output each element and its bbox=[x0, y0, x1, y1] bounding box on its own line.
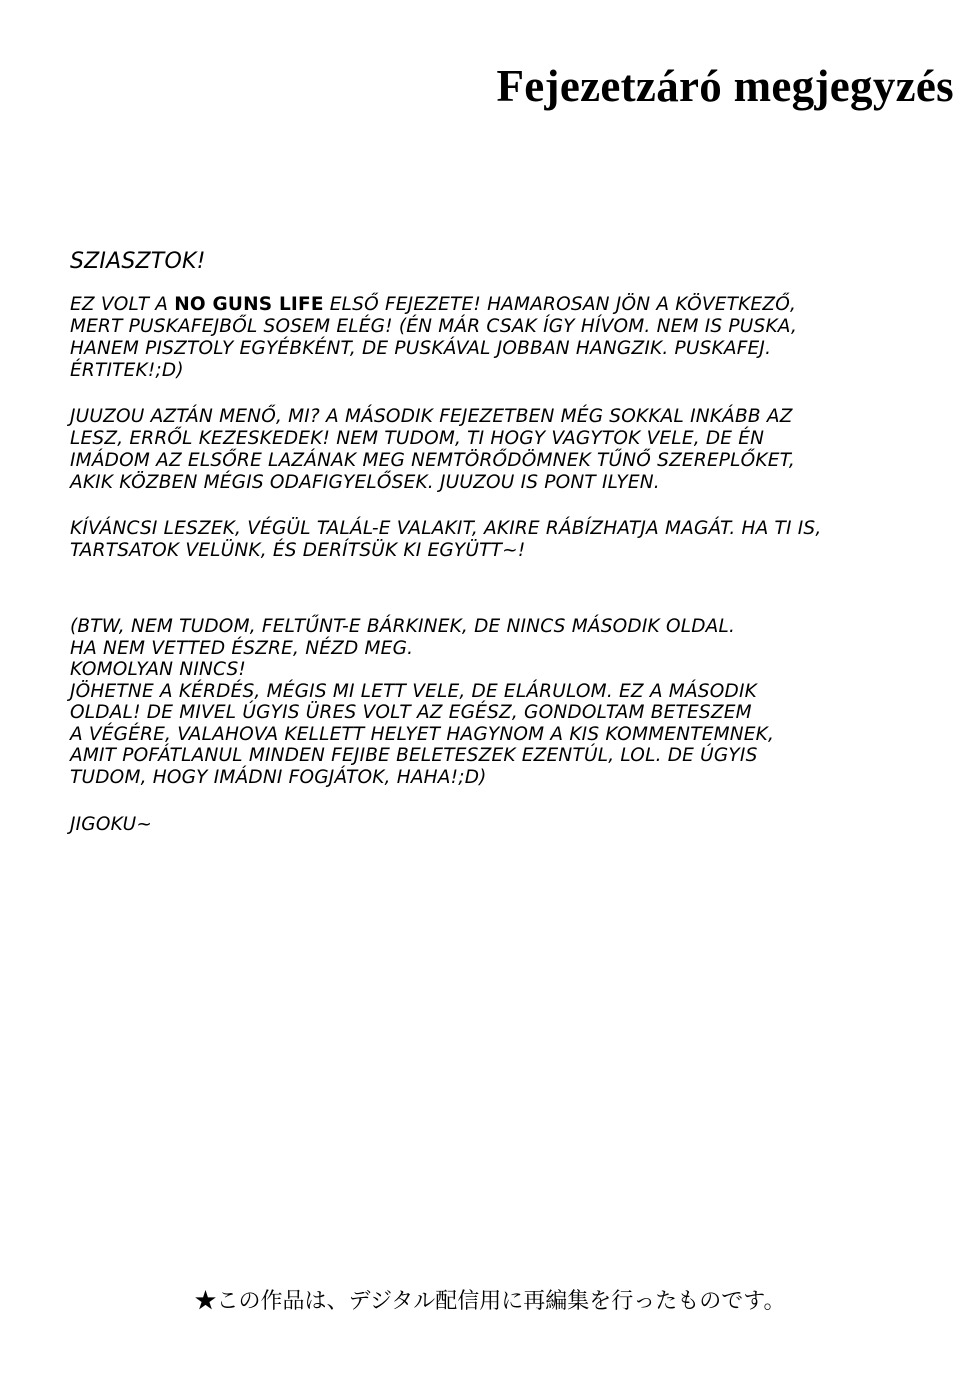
note-text: EZ VOLT A bbox=[70, 294, 175, 315]
note-line: HA NEM VETTED ÉSZRE, NÉZD MEG. bbox=[70, 637, 414, 659]
note-paragraph-3 bbox=[70, 518, 950, 562]
note-line: ÉRTITEK!;D) bbox=[70, 360, 184, 381]
note-paragraph-2 bbox=[70, 406, 950, 494]
note-line: A VÉGÉRE, VALAHOVA KELLETT HELYET HAGYNOM A KIS KOMMENTEMNEK, bbox=[70, 723, 775, 745]
note-line: AMIT POFÁTLANUL MINDEN FEJIBE BELETESZEK EZENTÚL, LOL. DE ÚGYIS bbox=[70, 745, 758, 766]
note-line: HANEM PISZTOLY EGYÉBKÉNT, DE PUSKÁVAL JOBBAN HANGZIK. PUSKAFEJ. bbox=[70, 338, 772, 359]
note-greeting: SZIASZTOK! bbox=[70, 249, 206, 274]
note-paragraph-ps bbox=[70, 616, 950, 788]
note-line: LESZ, ERRŐL KEZESKEDEK! NEM TUDOM, TI HOGY VAGYTOK VELE, DE ÉN bbox=[70, 428, 765, 449]
note-line: AKIK KÖZBEN MÉGIS ODAFIGYELŐSEK. JUUZOU IS PONT ILYEN. bbox=[70, 472, 660, 493]
note-signature: JIGOKU~ bbox=[70, 814, 153, 835]
note-line: JUUZOU AZTÁN MENŐ, MI? A MÁSODIK FEJEZETBEN MÉG SOKKAL INKÁBB AZ bbox=[70, 406, 793, 427]
note-text: ELSŐ FEJEZETE! HAMAROSAN JÖN A KÖVETKEZŐ, bbox=[323, 294, 797, 315]
note-line: TARTSATOK VELÜNK, ÉS DERÍTSÜK KI EGYÜTT~! bbox=[70, 540, 526, 561]
note-line: JÖHETNE A KÉRDÉS, MÉGIS MI LETT VELE, DE ELÁRULOM. EZ A MÁSODIK bbox=[70, 680, 757, 702]
note-line: OLDAL! DE MIVEL ÚGYIS ÜRES VOLT AZ EGÉSZ, GONDOLTAM BETESZEM bbox=[70, 702, 752, 723]
series-title: NO GUNS LIFE bbox=[174, 294, 324, 315]
note-paragraph-1 bbox=[70, 294, 950, 382]
note-line: MERT PUSKAFEJBŐL SOSEM ELÉG! (ÉN MÁR CSAK ÍGY HÍVOM. NEM IS PUSKA, bbox=[70, 316, 798, 337]
note-line: KÍVÁNCSI LESZEK, VÉGÜL TALÁL-E VALAKIT, AKIRE RÁBÍZHATJA MAGÁT. HA TI IS, bbox=[70, 518, 822, 539]
translator-note bbox=[70, 248, 950, 836]
note-line bbox=[70, 294, 950, 316]
note-line: IMÁDOM AZ ELSŐRE LAZÁNAK MEG NEMTÖRŐDÖMNEK TŰNŐ SZEREPLŐKET, bbox=[70, 450, 795, 471]
note-line: (BTW, NEM TUDOM, FELTŰNT-E BÁRKINEK, DE NINCS MÁSODIK OLDAL. bbox=[70, 616, 736, 637]
note-line: KOMOLYAN NINCS! bbox=[70, 659, 247, 680]
note-line: TUDOM, HOGY IMÁDNI FOGJÁTOK, HAHA!;D) bbox=[70, 766, 487, 788]
digital-edition-notice: ★この作品は、デジタル配信用に再編集を行ったものです。 bbox=[194, 1289, 786, 1314]
page-title: Fejezetzáró megjegyzés bbox=[496, 61, 954, 112]
